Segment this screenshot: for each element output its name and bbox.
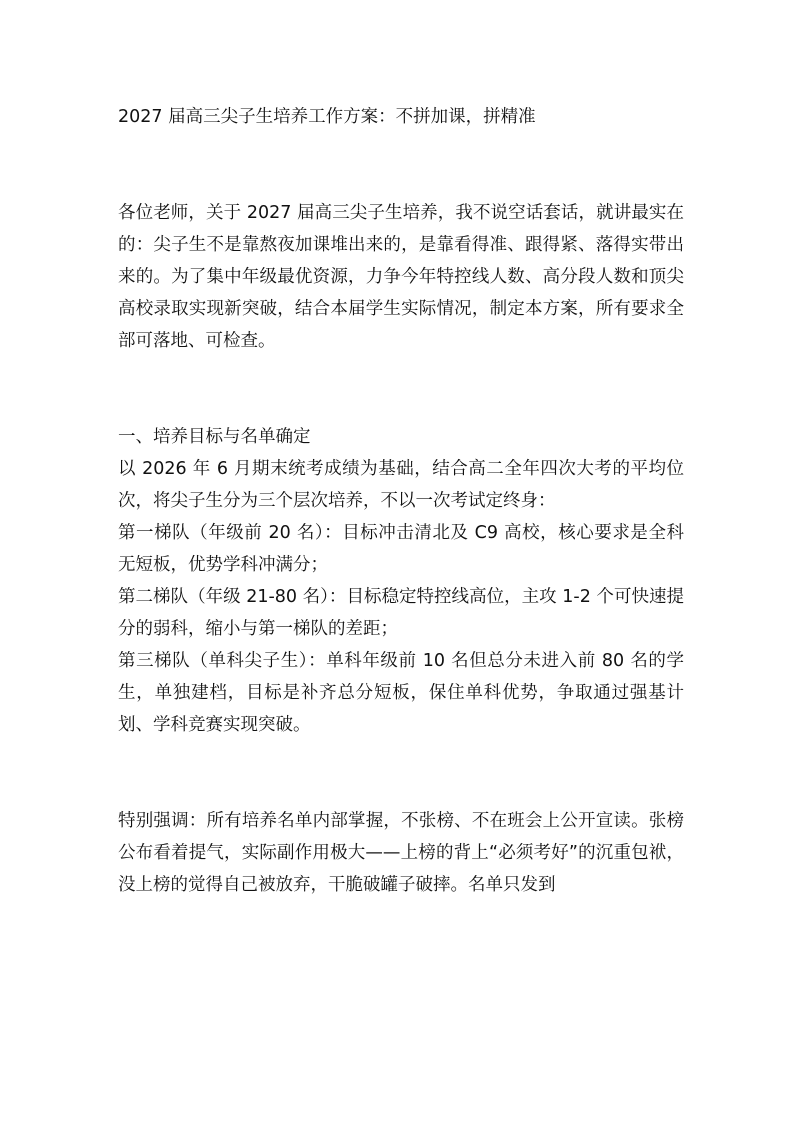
blank-line — [118, 741, 684, 805]
special-note-paragraph: 特别强调：所有培养名单内部掌握，不张榜、不在班会上公开宣读。张榜公布看着提气，实际副作用极大——上榜的背上“必须考好”的沉重包袱，没上榜的觉得自己被放弃，干脆破罐子破摔。名单只发到 — [118, 811, 684, 895]
section-lead-paragraph: 以 2026 年 6 月期末统考成绩为基础，结合高二全年四次大考的平均位次，将尖子生分为三个层次培养，不以一次考试定终身： — [118, 459, 684, 511]
blank-line — [118, 357, 684, 421]
tier-2-paragraph: 第二梯队（年级 21-80 名）：目标稳定特控线高位，主攻 1-2 个可快速提分的弱科，缩小与第一梯队的差距； — [118, 587, 684, 639]
tier-1-paragraph: 第一梯队（年级前 20 名）：目标冲击清北及 C9 高校，核心要求是全科无短板，优势学科冲满分； — [118, 523, 684, 575]
section-heading: 一、培养目标与名单确定 — [118, 427, 311, 447]
document-title: 2027 届高三尖子生培养工作方案：不拼加课，拼精准 — [118, 107, 536, 127]
blank-line — [118, 133, 684, 197]
intro-paragraph: 各位老师，关于 2027 届高三尖子生培养，我不说空话套话，就讲最实在的：尖子生不是靠熬夜加课堆出来的，是靠看得准、跟得紧、落得实带出来的。为了集中年级最优资源，力争今年特控线人数、高分段人数和顶尖高校录取实现新突破，结合本届学生实际情况，制定本方案，所有要求全部可落地、可检查。 — [118, 203, 684, 351]
document-body — [118, 101, 684, 901]
tier-3-paragraph: 第三梯队（单科尖子生）：单科年级前 10 名但总分未进入前 80 名的学生，单独建档，目标是补齐总分短板，保住单科优势，争取通过强基计划、学科竞赛实现突破。 — [118, 651, 684, 735]
